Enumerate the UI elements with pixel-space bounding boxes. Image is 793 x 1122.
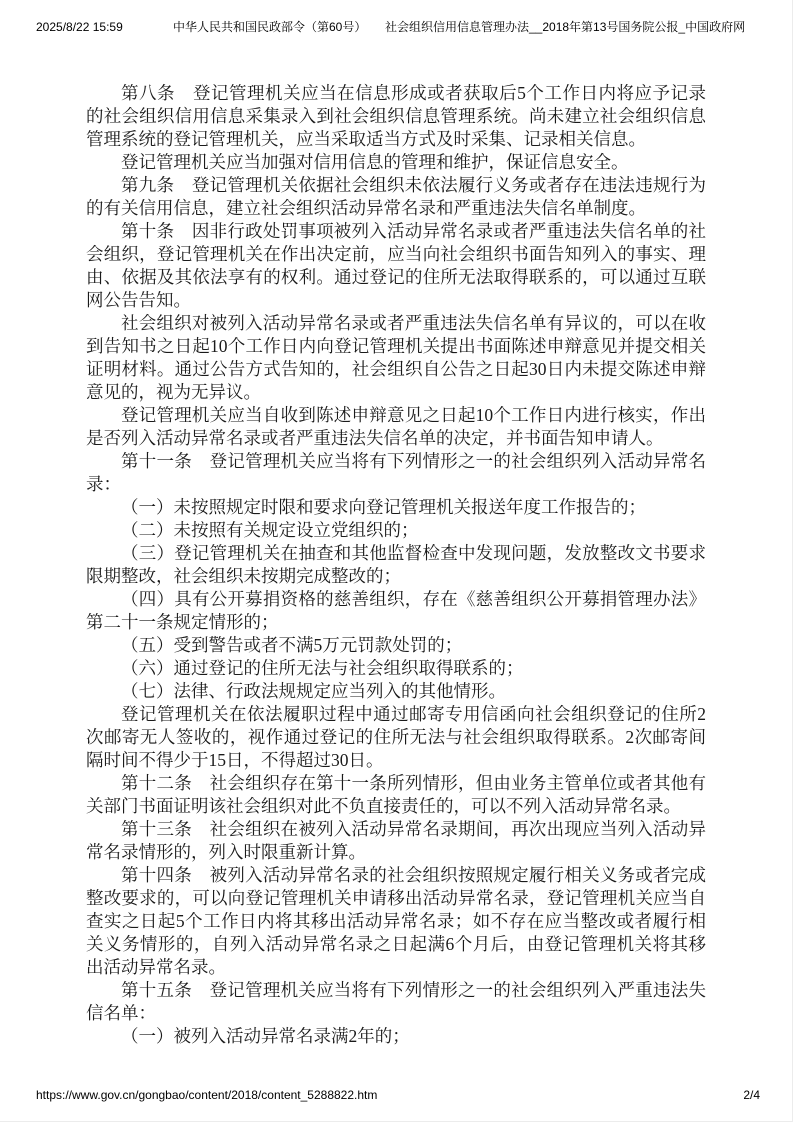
- print-footer: [36, 1088, 760, 1102]
- document-paragraph: 第十五条 登记管理机关应当将有下列情形之一的社会组织列入严重违法失信名单：: [86, 980, 706, 1023]
- source-url: https://www.gov.cn/gongbao/content/2018/content_5288822.htm: [36, 1088, 378, 1102]
- document-paragraph: 登记管理机关在依法履职过程中通过邮寄专用信函向社会组织登记的住所2次邮寄无人签收的，视作通过登记的住所无法与社会组织取得联系。2次邮寄间隔时间不得少于15日，不得超过30日。: [86, 704, 706, 770]
- document-paragraph: 第十三条 社会组织在被列入活动异常名录期间，再次出现应当列入活动异常名录情形的，列入时限重新计算。: [86, 819, 706, 862]
- document-paragraph: （七）法律、行政法规规定应当列入的其他情形。: [121, 681, 506, 701]
- document-paragraph: 第十一条 登记管理机关应当将有下列情形之一的社会组织列入活动异常名录：: [86, 451, 706, 494]
- document-paragraph: （一）未按照规定时限和要求向登记管理机关报送年度工作报告的；: [121, 497, 646, 517]
- document-paragraph: （五）受到警告或者不满5万元罚款处罚的；: [121, 635, 463, 655]
- document-paragraph: 第十四条 被列入活动异常名录的社会组织按照规定履行相关义务或者完成整改要求的，可以向登记管理机关申请移出活动异常名录，登记管理机关应当自查实之日起5个工作日内将其移出活动异常名录；如不存在应当整改或者履行相关义务情形的，自列入活动异常名录之日起满6个月后，由登记管理机关将其移出活动异常名录。: [86, 865, 706, 977]
- document-paragraph: 第十二条 社会组织存在第十一条所列情形，但由业务主管单位或者其他有关部门书面证明该社会组织对此不负直接责任的，可以不列入活动异常名录。: [86, 773, 706, 816]
- document-paragraph: （二）未按照有关规定设立党组织的；: [121, 520, 419, 540]
- document-paragraph: （一）被列入活动异常名录满2年的；: [121, 1026, 410, 1046]
- document-paragraph: 第十条 因非行政处罚事项被列入活动异常名录或者严重违法失信名单的社会组织，登记管理机关在作出决定前，应当向社会组织书面告知列入的事实、理由、依据及其依法享有的权利。通过登记的住所无法取得联系的，可以通过互联网公告告知。: [86, 221, 706, 310]
- document-paragraph: 登记管理机关应当加强对信用信息的管理和维护，保证信息安全。: [121, 152, 629, 172]
- document-paragraph: （四）具有公开募捐资格的慈善组织，存在《慈善组织公开募捐管理办法》第二十一条规定情形的；: [86, 589, 706, 632]
- document-paragraph: 第九条 登记管理机关依据社会组织未依法履行义务或者存在违法违规行为的有关信用信息，建立社会组织活动异常名录和严重违法失信名单制度。: [86, 175, 706, 218]
- ministry-order-title: 中华人民共和国民政部令（第60号）: [173, 20, 367, 34]
- document-page-title: 社会组织信用信息管理办法__2018年第13号国务院公报_中国政府网: [385, 20, 746, 34]
- document-paragraph: 登记管理机关应当自收到陈述申辩意见之日起10个工作日内进行核实，作出是否列入活动异常名录或者严重违法失信名单的决定，并书面告知申请人。: [86, 405, 706, 448]
- document-paragraph: （三）登记管理机关在抽查和其他监督检查中发现问题，发放整改文书要求限期整改，社会组织未按期完成整改的；: [86, 543, 706, 586]
- print-datetime: 2025/8/22 15:59: [36, 20, 123, 34]
- document-paragraph: 第八条 登记管理机关应当在信息形成或者获取后5个工作日内将应予记录的社会组织信用信息采集录入到社会组织信息管理系统。尚未建立社会组织信息管理系统的登记管理机关，应当采取适当方式及时采集、记录相关信息。: [86, 83, 706, 149]
- document-paragraph: 社会组织对被列入活动异常名录或者严重违法失信名单有异议的，可以在收到告知书之日起10个工作日内向登记管理机关提出书面陈述申辩意见并提交相关证明材料。通过公告方式告知的，社会组织自公告之日起30日内未提交陈述申辩意见的，视为无异议。: [86, 313, 706, 402]
- print-header: [0, 20, 792, 36]
- document-content: [86, 82, 706, 1048]
- document-paragraph: （六）通过登记的住所无法与社会组织取得联系的；: [121, 658, 524, 678]
- page-number: 2/4: [743, 1088, 760, 1102]
